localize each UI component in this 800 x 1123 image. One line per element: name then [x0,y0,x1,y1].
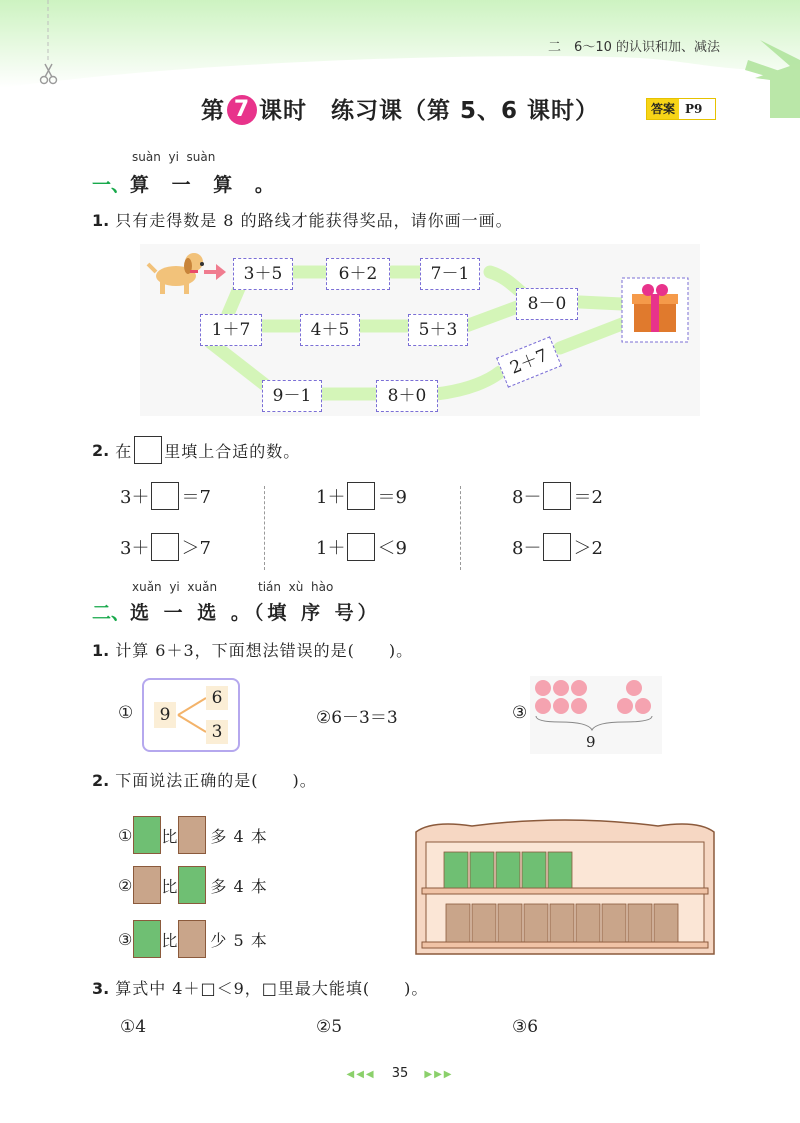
page-number: 35 [391,1066,409,1081]
route-node[interactable]: 8－0 [516,288,578,320]
pinyin-word: yi [169,580,180,594]
section2-pinyin-b [258,580,333,594]
s2-q3-option[interactable]: ②5 [316,1017,343,1037]
option-2[interactable]: ②6－3＝3 [316,708,398,728]
answer-tag[interactable] [646,98,716,120]
route-node[interactable]: 4＋5 [300,314,360,346]
s2-q2-option[interactable] [118,866,268,904]
option-mid: 比 [161,930,179,950]
option-mid: 比 [161,826,179,846]
route-node[interactable]: 8＋0 [376,380,438,412]
answer-blank[interactable] [151,533,179,561]
option-mark: ③ [118,929,134,949]
section1-pinyin [132,150,215,164]
option-mid: 比 [161,876,179,896]
section1-heading [92,170,282,197]
eq-left: 1＋ [316,538,346,559]
question-number: 3. [92,979,110,998]
split-part: 3 [206,720,228,744]
pinyin-word: tián [258,580,281,594]
right-arrows-icon: ▶▶▶ [424,1069,454,1080]
option-mark: ① [118,825,134,845]
section2-pinyin-a [132,580,217,594]
lesson-number-badge: 7 [227,95,257,125]
s2-q2-option[interactable] [118,816,268,854]
green-book-icon [133,816,161,854]
answer-blank[interactable] [543,533,571,561]
pinyin-word: xù [288,580,304,594]
left-arrows-icon: ◀◀◀ [346,1069,376,1080]
section2-number: 二、 [92,602,131,624]
s1-q1-prompt [92,208,513,231]
eq-left: 8－ [512,538,542,559]
eq-left: 8－ [512,487,542,508]
question-text-before: 在 [115,441,133,461]
s2-q1-prompt [92,638,413,661]
question-text-after: 里填上合适的数。 [164,441,301,461]
question-number: 1. [92,211,110,230]
answer-label: 答案 [647,99,679,119]
eq-right: ＝9 [377,487,407,508]
blank-box-icon [134,436,162,464]
column-divider [460,486,461,570]
answer-blank[interactable] [543,482,571,510]
page-footer [0,1066,800,1081]
answer-blank[interactable] [151,482,179,510]
counters-total: 9 [586,733,596,751]
route-node[interactable]: 5＋3 [408,314,468,346]
option-end: 多 4 本 [210,826,268,846]
eq-right: ＜9 [377,538,407,559]
question-text: 下面说法正确的是( )。 [115,771,317,790]
question-number: 1. [92,641,110,660]
eq-right: ＞7 [181,538,211,559]
route-node[interactable]: 1＋7 [200,314,262,346]
equation [512,482,603,510]
pinyin-word: hào [311,580,334,594]
answer-page: P9 [685,102,703,116]
s2-q3-option[interactable]: ③6 [512,1017,539,1037]
brown-book-icon [178,920,206,958]
brown-book-icon [133,866,161,904]
pinyin-word: xuǎn [187,580,218,594]
split-total: 9 [154,702,176,728]
chapter-title: 二 6～10 的认识和加、减法 [548,40,720,55]
pinyin-word: xuǎn [132,580,162,594]
pinyin-word: suàn [186,150,216,164]
split-part: 6 [206,686,228,710]
option-mark: ② [118,875,134,895]
option-mark[interactable]: ③ [512,703,528,723]
equation [316,533,407,561]
s1-q2-prompt [92,436,300,464]
s2-q2-option[interactable] [118,920,268,958]
counters-figure [530,676,662,754]
route-node[interactable]: 7－1 [420,258,480,290]
pinyin-word: suàn [132,150,161,164]
option-mark[interactable]: ① [118,703,134,723]
route-node[interactable]: 3＋5 [233,258,293,290]
green-book-icon [133,920,161,958]
question-text: 计算 6＋3，下面想法错误的是( )。 [115,641,414,660]
eq-left: 1＋ [316,487,346,508]
number-split-card [142,678,240,752]
eq-right: ＝7 [181,487,211,508]
equation [316,482,407,510]
split-lines-icon [176,690,208,740]
equation [120,482,211,510]
eq-right: ＝2 [573,487,603,508]
pinyin-word: yi [168,150,179,164]
green-book-icon [178,866,206,904]
section1-number: 一、 [92,174,131,196]
option-end: 少 5 本 [210,930,268,950]
route-node[interactable]: 2＋7 [496,336,562,387]
question-text: 算式中 4＋□＜9，□里最大能填( )。 [115,979,429,998]
eq-left: 3＋ [120,538,150,559]
question-number: 2. [92,771,110,790]
lesson-suffix: 课时 练习课（第 5、6 课时） [258,98,600,124]
route-node[interactable]: 6＋2 [326,258,390,290]
eq-right: ＞2 [573,538,603,559]
equation [512,533,603,561]
bookshelf-icon [412,818,718,956]
route-node[interactable]: 9－1 [262,380,322,412]
gift-icon [622,278,688,342]
answer-blank[interactable] [347,482,375,510]
option-end: 多 4 本 [210,876,268,896]
question-text: 只有走得数是 8 的路线才能获得奖品，请你画一画。 [115,211,513,230]
section2-heading [92,598,381,625]
equation [120,533,211,561]
section1-title: 算 一 算 。 [130,174,282,196]
lesson-prefix: 第 [200,98,225,124]
s2-q3-prompt [92,976,428,999]
s2-q3-option[interactable]: ①4 [120,1017,147,1037]
eq-left: 3＋ [120,487,150,508]
answer-blank[interactable] [347,533,375,561]
brown-book-icon [178,816,206,854]
s2-q2-prompt [92,768,317,791]
section2-title: 选 一 选 。（填 序 号） [130,602,381,624]
question-number: 2. [92,440,110,460]
column-divider [264,486,265,570]
